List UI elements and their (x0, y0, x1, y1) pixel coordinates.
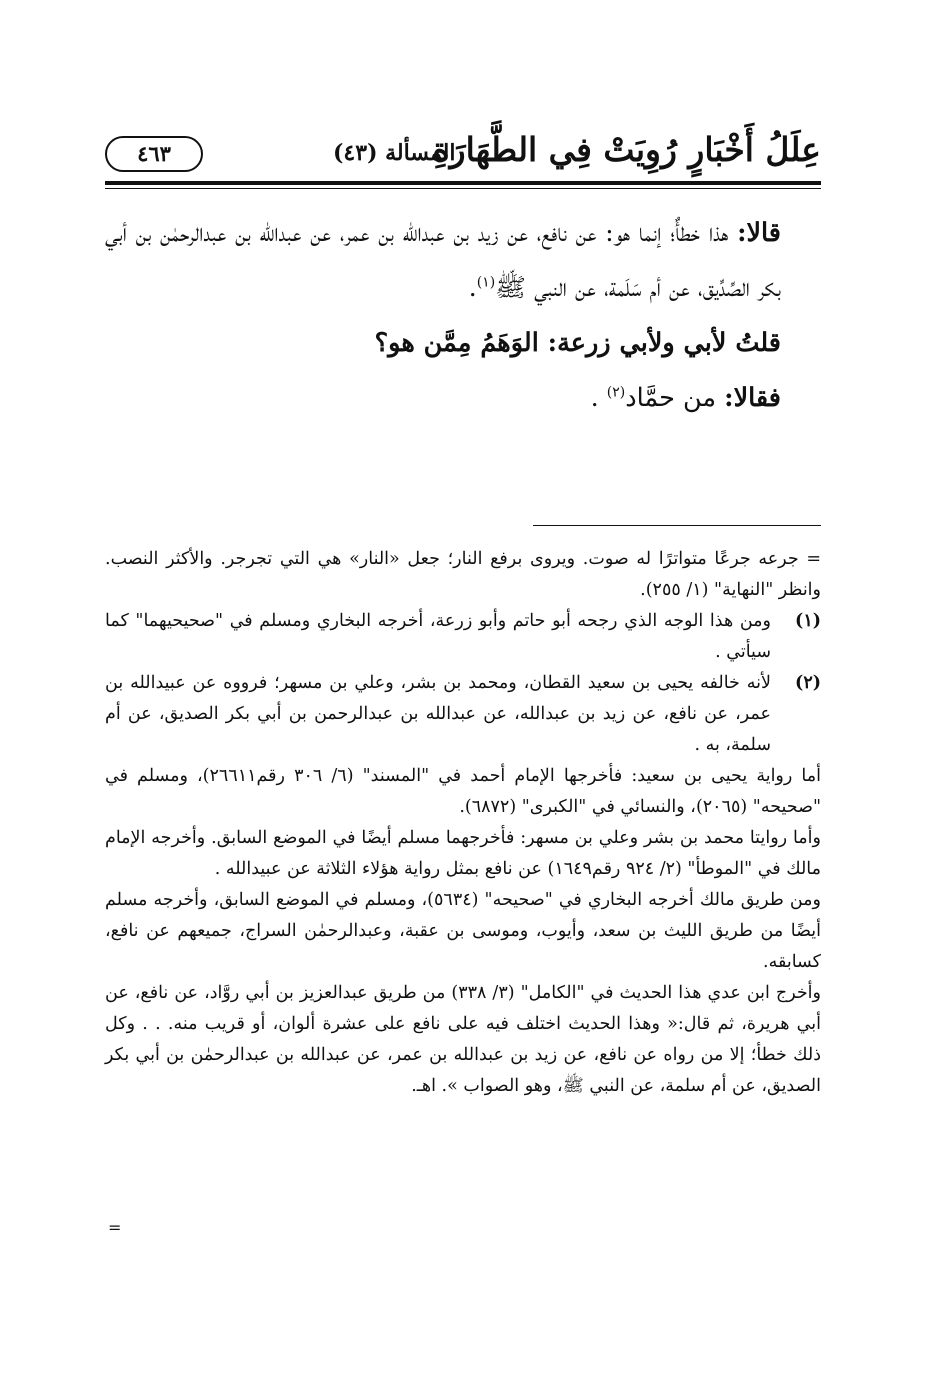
paragraph-2 (105, 316, 821, 371)
footnote-separator (533, 525, 821, 526)
paragraph-2-lead: قلتُ لأبي ولأبي زرعة: (547, 328, 781, 358)
paragraph-3-lead: فقالا: (724, 383, 781, 413)
paragraph-2-text: الوَهَمُ مِمَّن هو؟ (374, 328, 548, 358)
paragraph-3-end: . (590, 383, 607, 413)
header-rule-thick (105, 181, 821, 185)
paragraph-3 (105, 371, 821, 426)
note-ref-2: (٢) (606, 384, 626, 401)
footnote-2-para-5: وأخرج ابن عدي هذا الحديث في "الكامل" (٣/ ٣٣٨) من طريق عبدالعزيز بن أبي روَّاد، عن نافع، عن أبي هريرة، ثم قال:« وهذا الحديث اختلف فيه على نافع على عشرة ألوان، أو قريب منه. . . وكل ذلك خطأ؛ إلا من رواه عن نافع، عن زيد بن عبدالله بن عمر، عن عبدالله بن عبدالرحمٰن بن أبي بكر الصديق، عن أم سلمة، عن النبي ﷺ، وهو الصواب ». اهـ. (105, 983, 821, 1096)
footnote-continuation: = جرعه جرعًا متواترًا له صوت. ويروى برفع النار؛ جعل «النار» هي التي تجرجر. والأكثر النصب. وانظر "النهاية" (١/ ٢٥٥). (105, 549, 821, 600)
paragraph-1-lead: قالا: (737, 218, 781, 248)
footnote-2-mark: (٢) (795, 673, 821, 693)
header-rule-thin (105, 188, 821, 189)
footnote-2 (105, 668, 821, 761)
footnotes (105, 544, 821, 1102)
main-text (105, 206, 821, 426)
footnote-2-para-2: أما رواية يحيى بن سعيد: فأخرجها الإمام أحمد في "المسند" (٦/ ٣٠٦ رقم٢٦٦١١)، ومسلم في "صحيحه" (٢٠٦٥)، والنسائي في "الكبرى" (٦٨٧٢). (105, 766, 821, 817)
paragraph-1-end: . (468, 273, 477, 303)
paragraph-1-text: هذا خطأٌ؛ إنما هو: عن نافع، عن زيد بن عبدالله بن عمر، عن عبدالله بن عبدالرحمٰن بن أبي بكر الصِّدِّيق، عن أم سَلَمة، عن النبي ﷺ (105, 218, 781, 303)
note-ref-1: (١) (476, 274, 496, 291)
book-title: عِلَلُ أَخْبَارٍ رُوِيَتْ فِي الطَّهَارَةِ (432, 130, 821, 169)
page-number-badge: ٤٦٣ (105, 136, 203, 172)
page-header (105, 128, 821, 180)
footnote-1-mark: (١) (795, 611, 821, 631)
continues-mark: = (108, 1218, 122, 1237)
paragraph-1 (105, 206, 821, 316)
paragraph-3-text: من حمَّاد (625, 383, 725, 413)
footnote-1-text: ومن هذا الوجه الذي رجحه أبو حاتم وأبو زرعة، أخرجه البخاري ومسلم في "صحيحيهما" كما سيأتي . (105, 611, 771, 662)
footnote-2-para-1: لأنه خالفه يحيى بن سعيد القطان، ومحمد بن بشر، وعلي بن مسهر؛ فرووه عن عبيدالله بن عمر، عن نافع، عن زيد بن عبدالله، عن عبدالله بن عبدالرحمن بن أبي بكر الصديق، عن أم سلمة، به . (105, 673, 771, 755)
footnote-2-para-4: ومن طريق مالك أخرجه البخاري في "صحيحه" (٥٦٣٤)، ومسلم في الموضع السابق، وأخرجه مسلم أيضًا من طريق الليث بن سعد، وأيوب، وموسى بن عقبة، وعبدالرحمٰن السراج، جميعهم عن نافع، كسابقه. (105, 890, 821, 972)
footnote-1 (105, 606, 821, 668)
footnote-2-para-3: وأما روايتا محمد بن بشر وعلي بن مسهر: فأخرجهما مسلم أيضًا في الموضع السابق. وأخرجه الإمام مالك في "الموطأ" (٢/ ٩٢٤ رقم١٦٤٩) عن نافع بمثل رواية هؤلاء الثلاثة عن عبيدالله . (105, 828, 821, 879)
issue-label: المسألة (٤٣) (333, 140, 456, 166)
